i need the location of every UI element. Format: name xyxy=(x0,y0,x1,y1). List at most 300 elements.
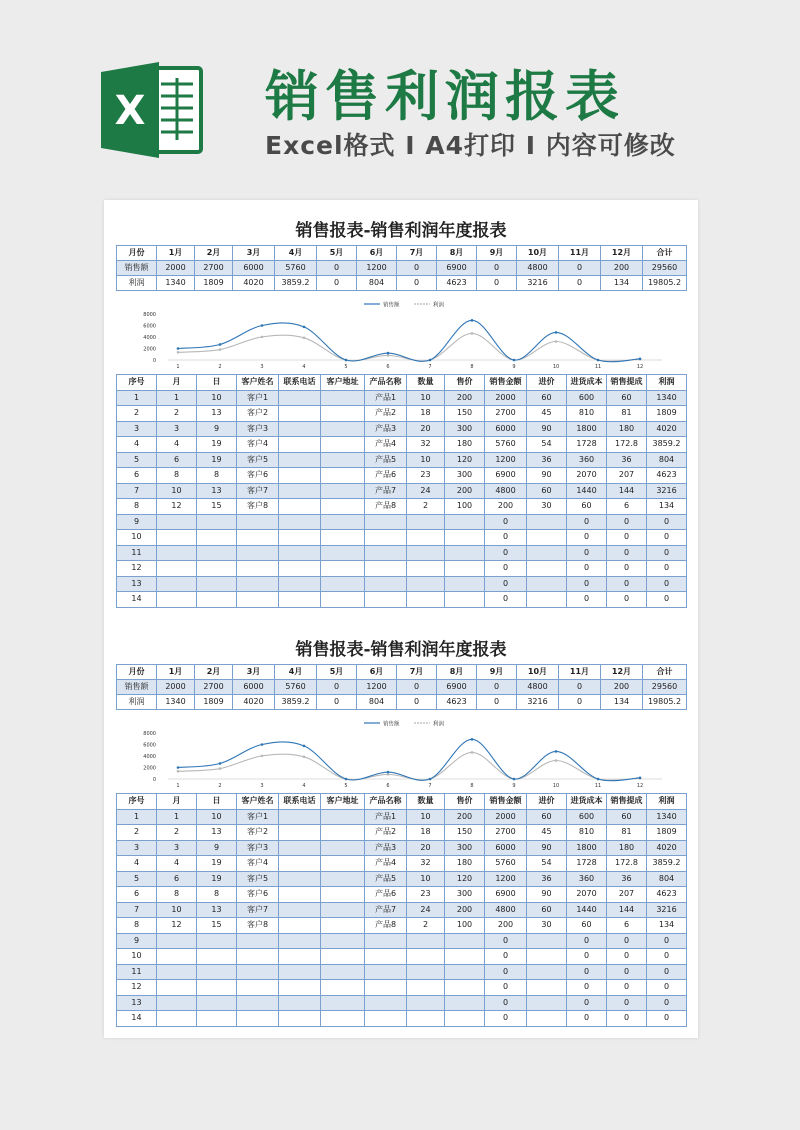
detail-cell[interactable] xyxy=(279,933,321,949)
detail-cell[interactable]: 6 xyxy=(157,871,197,887)
detail-cell[interactable] xyxy=(527,995,567,1011)
detail-header-cell[interactable]: 售价 xyxy=(445,794,485,810)
detail-cell[interactable] xyxy=(197,980,237,996)
detail-cell[interactable]: 0 xyxy=(485,576,527,592)
summary-header-cell[interactable]: 10月 xyxy=(517,246,559,261)
summary-cell[interactable]: 4800 xyxy=(517,261,559,276)
detail-cell[interactable]: 0 xyxy=(647,561,687,577)
detail-cell[interactable] xyxy=(157,1011,197,1027)
detail-header-cell[interactable]: 利润 xyxy=(647,375,687,391)
detail-cell[interactable]: 7 xyxy=(117,483,157,499)
detail-cell[interactable]: 360 xyxy=(567,452,607,468)
detail-cell[interactable]: 0 xyxy=(607,980,647,996)
detail-cell[interactable]: 3859.2 xyxy=(647,856,687,872)
summary-cell[interactable]: 200 xyxy=(601,680,643,695)
summary-cell[interactable]: 0 xyxy=(477,680,517,695)
detail-cell[interactable]: 200 xyxy=(445,902,485,918)
detail-cell[interactable]: 24 xyxy=(407,902,445,918)
detail-header-cell[interactable]: 序号 xyxy=(117,794,157,810)
detail-cell[interactable]: 0 xyxy=(567,530,607,546)
detail-cell[interactable] xyxy=(279,530,321,546)
summary-cell[interactable]: 4020 xyxy=(233,695,275,710)
detail-cell[interactable]: 30 xyxy=(527,918,567,934)
detail-header-cell[interactable]: 销售提成 xyxy=(607,375,647,391)
summary-header-cell[interactable]: 6月 xyxy=(357,665,397,680)
detail-cell[interactable] xyxy=(527,980,567,996)
summary-header-cell[interactable]: 月份 xyxy=(117,246,157,261)
detail-cell[interactable]: 9 xyxy=(117,933,157,949)
detail-cell[interactable]: 3 xyxy=(117,840,157,856)
detail-cell[interactable] xyxy=(157,949,197,965)
detail-cell[interactable]: 11 xyxy=(117,964,157,980)
summary-header-cell[interactable]: 1月 xyxy=(157,665,195,680)
detail-cell[interactable] xyxy=(445,995,485,1011)
detail-cell[interactable]: 1340 xyxy=(647,809,687,825)
detail-cell[interactable]: 2000 xyxy=(485,809,527,825)
detail-cell[interactable]: 6900 xyxy=(485,887,527,903)
detail-header-cell[interactable]: 序号 xyxy=(117,375,157,391)
summary-cell[interactable]: 5760 xyxy=(275,261,317,276)
detail-cell[interactable]: 1200 xyxy=(485,871,527,887)
detail-cell[interactable]: 0 xyxy=(607,949,647,965)
detail-cell[interactable] xyxy=(237,561,279,577)
summary-header-cell[interactable]: 11月 xyxy=(559,246,601,261)
detail-cell[interactable]: 产品7 xyxy=(365,902,407,918)
detail-cell[interactable]: 产品6 xyxy=(365,887,407,903)
detail-cell[interactable] xyxy=(157,576,197,592)
detail-header-cell[interactable]: 产品名称 xyxy=(365,375,407,391)
detail-cell[interactable] xyxy=(365,592,407,608)
detail-cell[interactable]: 产品5 xyxy=(365,871,407,887)
detail-cell[interactable]: 0 xyxy=(567,980,607,996)
detail-cell[interactable] xyxy=(407,949,445,965)
detail-cell[interactable] xyxy=(237,514,279,530)
detail-cell[interactable]: 90 xyxy=(527,468,567,484)
summary-header-cell[interactable]: 4月 xyxy=(275,665,317,680)
detail-cell[interactable] xyxy=(279,949,321,965)
detail-cell[interactable]: 0 xyxy=(647,1011,687,1027)
detail-cell[interactable] xyxy=(279,452,321,468)
detail-cell[interactable] xyxy=(279,918,321,934)
detail-cell[interactable]: 90 xyxy=(527,887,567,903)
detail-cell[interactable]: 2 xyxy=(117,406,157,422)
detail-cell[interactable]: 0 xyxy=(567,1011,607,1027)
detail-cell[interactable]: 产品3 xyxy=(365,421,407,437)
detail-cell[interactable]: 24 xyxy=(407,483,445,499)
summary-header-cell[interactable]: 8月 xyxy=(437,246,477,261)
detail-cell[interactable]: 13 xyxy=(197,483,237,499)
detail-cell[interactable]: 12 xyxy=(117,980,157,996)
summary-cell[interactable]: 2700 xyxy=(195,680,233,695)
summary-header-cell[interactable]: 2月 xyxy=(195,665,233,680)
detail-cell[interactable]: 180 xyxy=(445,856,485,872)
detail-cell[interactable] xyxy=(365,933,407,949)
summary-cell[interactable]: 134 xyxy=(601,695,643,710)
detail-cell[interactable] xyxy=(279,545,321,561)
detail-cell[interactable]: 0 xyxy=(485,949,527,965)
detail-cell[interactable]: 300 xyxy=(445,840,485,856)
detail-cell[interactable] xyxy=(237,933,279,949)
detail-cell[interactable]: 客户3 xyxy=(237,840,279,856)
detail-cell[interactable]: 0 xyxy=(485,933,527,949)
detail-cell[interactable]: 1440 xyxy=(567,483,607,499)
detail-cell[interactable]: 180 xyxy=(445,437,485,453)
detail-cell[interactable] xyxy=(321,390,365,406)
detail-cell[interactable]: 0 xyxy=(607,592,647,608)
detail-cell[interactable]: 产品1 xyxy=(365,390,407,406)
summary-header-cell[interactable]: 12月 xyxy=(601,665,643,680)
detail-cell[interactable]: 1340 xyxy=(647,390,687,406)
detail-cell[interactable]: 36 xyxy=(527,452,567,468)
detail-cell[interactable] xyxy=(321,545,365,561)
summary-header-cell[interactable]: 8月 xyxy=(437,665,477,680)
detail-cell[interactable]: 0 xyxy=(607,545,647,561)
detail-cell[interactable]: 客户5 xyxy=(237,452,279,468)
detail-cell[interactable] xyxy=(407,964,445,980)
detail-header-cell[interactable]: 销售金额 xyxy=(485,794,527,810)
detail-cell[interactable] xyxy=(279,840,321,856)
detail-cell[interactable] xyxy=(157,545,197,561)
detail-cell[interactable]: 13 xyxy=(197,406,237,422)
detail-header-cell[interactable]: 联系电话 xyxy=(279,794,321,810)
detail-cell[interactable]: 0 xyxy=(607,995,647,1011)
detail-cell[interactable]: 1800 xyxy=(567,421,607,437)
detail-cell[interactable]: 产品8 xyxy=(365,918,407,934)
detail-cell[interactable] xyxy=(365,530,407,546)
detail-cell[interactable] xyxy=(321,1011,365,1027)
detail-cell[interactable] xyxy=(157,933,197,949)
detail-cell[interactable] xyxy=(279,483,321,499)
detail-cell[interactable] xyxy=(279,809,321,825)
detail-cell[interactable] xyxy=(279,576,321,592)
detail-cell[interactable]: 36 xyxy=(607,452,647,468)
summary-header-cell[interactable]: 4月 xyxy=(275,246,317,261)
detail-header-cell[interactable]: 产品名称 xyxy=(365,794,407,810)
detail-cell[interactable]: 3 xyxy=(117,421,157,437)
detail-cell[interactable]: 0 xyxy=(485,514,527,530)
detail-cell[interactable]: 5760 xyxy=(485,437,527,453)
detail-cell[interactable]: 0 xyxy=(607,933,647,949)
detail-cell[interactable] xyxy=(407,592,445,608)
detail-cell[interactable]: 客户2 xyxy=(237,825,279,841)
detail-cell[interactable]: 4623 xyxy=(647,887,687,903)
detail-cell[interactable]: 2700 xyxy=(485,406,527,422)
detail-cell[interactable]: 200 xyxy=(445,390,485,406)
detail-cell[interactable]: 2 xyxy=(407,918,445,934)
detail-cell[interactable] xyxy=(321,840,365,856)
detail-cell[interactable] xyxy=(365,949,407,965)
detail-cell[interactable] xyxy=(279,592,321,608)
detail-cell[interactable] xyxy=(321,887,365,903)
detail-cell[interactable]: 6900 xyxy=(485,468,527,484)
detail-cell[interactable] xyxy=(527,933,567,949)
detail-cell[interactable]: 产品2 xyxy=(365,406,407,422)
detail-cell[interactable]: 100 xyxy=(445,499,485,515)
detail-header-cell[interactable]: 进货成本 xyxy=(567,375,607,391)
detail-cell[interactable]: 60 xyxy=(527,809,567,825)
detail-cell[interactable]: 19 xyxy=(197,452,237,468)
detail-cell[interactable]: 产品2 xyxy=(365,825,407,841)
detail-cell[interactable]: 客户3 xyxy=(237,421,279,437)
detail-cell[interactable] xyxy=(279,856,321,872)
detail-cell[interactable]: 12 xyxy=(157,918,197,934)
summary-header-cell[interactable]: 7月 xyxy=(397,246,437,261)
detail-cell[interactable]: 4 xyxy=(157,437,197,453)
detail-cell[interactable]: 客户6 xyxy=(237,887,279,903)
detail-cell[interactable] xyxy=(237,995,279,1011)
detail-cell[interactable]: 4 xyxy=(157,856,197,872)
detail-header-cell[interactable]: 日 xyxy=(197,794,237,810)
summary-cell[interactable]: 19805.2 xyxy=(643,695,687,710)
detail-cell[interactable]: 客户6 xyxy=(237,468,279,484)
detail-cell[interactable]: 134 xyxy=(647,499,687,515)
detail-cell[interactable]: 1 xyxy=(117,809,157,825)
detail-cell[interactable]: 0 xyxy=(567,995,607,1011)
detail-cell[interactable]: 0 xyxy=(607,576,647,592)
summary-cell[interactable]: 0 xyxy=(559,276,601,291)
detail-cell[interactable] xyxy=(527,576,567,592)
detail-cell[interactable]: 45 xyxy=(527,825,567,841)
detail-cell[interactable] xyxy=(445,514,485,530)
summary-header-cell[interactable]: 1月 xyxy=(157,246,195,261)
detail-cell[interactable]: 810 xyxy=(567,825,607,841)
detail-cell[interactable]: 810 xyxy=(567,406,607,422)
detail-cell[interactable]: 18 xyxy=(407,406,445,422)
summary-header-cell[interactable]: 7月 xyxy=(397,665,437,680)
detail-cell[interactable]: 200 xyxy=(485,918,527,934)
detail-header-cell[interactable]: 联系电话 xyxy=(279,375,321,391)
detail-cell[interactable]: 产品7 xyxy=(365,483,407,499)
detail-cell[interactable]: 172.8 xyxy=(607,437,647,453)
detail-cell[interactable] xyxy=(157,964,197,980)
detail-cell[interactable]: 8 xyxy=(117,918,157,934)
detail-cell[interactable]: 8 xyxy=(157,468,197,484)
detail-cell[interactable] xyxy=(197,1011,237,1027)
detail-cell[interactable]: 200 xyxy=(445,809,485,825)
detail-cell[interactable] xyxy=(321,980,365,996)
detail-cell[interactable]: 0 xyxy=(647,964,687,980)
detail-cell[interactable] xyxy=(279,499,321,515)
summary-cell[interactable]: 0 xyxy=(317,261,357,276)
summary-cell[interactable]: 134 xyxy=(601,276,643,291)
detail-cell[interactable] xyxy=(365,576,407,592)
summary-cell[interactable]: 0 xyxy=(559,261,601,276)
detail-cell[interactable] xyxy=(197,530,237,546)
detail-cell[interactable] xyxy=(321,437,365,453)
detail-cell[interactable] xyxy=(445,561,485,577)
summary-cell[interactable]: 0 xyxy=(477,276,517,291)
detail-cell[interactable] xyxy=(321,499,365,515)
detail-cell[interactable] xyxy=(321,483,365,499)
detail-header-cell[interactable]: 销售提成 xyxy=(607,794,647,810)
summary-header-cell[interactable]: 11月 xyxy=(559,665,601,680)
detail-cell[interactable]: 60 xyxy=(527,390,567,406)
summary-cell[interactable]: 利润 xyxy=(117,276,157,291)
detail-header-cell[interactable]: 利润 xyxy=(647,794,687,810)
detail-cell[interactable] xyxy=(197,995,237,1011)
summary-cell[interactable]: 0 xyxy=(559,680,601,695)
detail-header-cell[interactable]: 进货成本 xyxy=(567,794,607,810)
detail-cell[interactable]: 9 xyxy=(117,514,157,530)
summary-cell[interactable]: 2000 xyxy=(157,680,195,695)
detail-cell[interactable]: 0 xyxy=(485,1011,527,1027)
detail-cell[interactable] xyxy=(365,514,407,530)
detail-cell[interactable]: 6000 xyxy=(485,840,527,856)
detail-cell[interactable]: 144 xyxy=(607,483,647,499)
detail-cell[interactable] xyxy=(197,576,237,592)
detail-cell[interactable] xyxy=(445,1011,485,1027)
detail-cell[interactable] xyxy=(527,530,567,546)
summary-cell[interactable]: 6000 xyxy=(233,680,275,695)
detail-cell[interactable]: 客户4 xyxy=(237,856,279,872)
summary-cell[interactable]: 1809 xyxy=(195,276,233,291)
detail-cell[interactable]: 60 xyxy=(567,918,607,934)
detail-cell[interactable] xyxy=(527,592,567,608)
detail-cell[interactable]: 3216 xyxy=(647,902,687,918)
summary-cell[interactable]: 29560 xyxy=(643,680,687,695)
detail-cell[interactable]: 10 xyxy=(407,809,445,825)
detail-cell[interactable]: 36 xyxy=(527,871,567,887)
detail-cell[interactable]: 120 xyxy=(445,452,485,468)
summary-cell[interactable]: 0 xyxy=(397,276,437,291)
detail-cell[interactable]: 10 xyxy=(407,871,445,887)
detail-cell[interactable]: 804 xyxy=(647,452,687,468)
detail-cell[interactable]: 0 xyxy=(567,545,607,561)
detail-cell[interactable]: 13 xyxy=(117,576,157,592)
detail-cell[interactable]: 20 xyxy=(407,421,445,437)
detail-cell[interactable]: 客户8 xyxy=(237,499,279,515)
detail-cell[interactable]: 0 xyxy=(607,964,647,980)
detail-cell[interactable]: 15 xyxy=(197,918,237,934)
detail-cell[interactable]: 60 xyxy=(527,483,567,499)
detail-cell[interactable]: 20 xyxy=(407,840,445,856)
summary-cell[interactable]: 2700 xyxy=(195,261,233,276)
detail-cell[interactable]: 207 xyxy=(607,468,647,484)
detail-cell[interactable]: 804 xyxy=(647,871,687,887)
detail-cell[interactable]: 10 xyxy=(117,530,157,546)
summary-cell[interactable]: 3216 xyxy=(517,276,559,291)
summary-cell[interactable]: 销售额 xyxy=(117,261,157,276)
detail-cell[interactable]: 10 xyxy=(197,809,237,825)
detail-cell[interactable] xyxy=(321,421,365,437)
detail-cell[interactable]: 5 xyxy=(117,871,157,887)
detail-cell[interactable]: 172.8 xyxy=(607,856,647,872)
detail-cell[interactable]: 2 xyxy=(157,406,197,422)
detail-cell[interactable] xyxy=(365,545,407,561)
detail-cell[interactable] xyxy=(237,576,279,592)
detail-header-cell[interactable]: 进价 xyxy=(527,794,567,810)
detail-cell[interactable]: 60 xyxy=(607,390,647,406)
detail-cell[interactable]: 19 xyxy=(197,871,237,887)
detail-cell[interactable]: 2 xyxy=(117,825,157,841)
detail-cell[interactable] xyxy=(407,933,445,949)
detail-cell[interactable]: 12 xyxy=(157,499,197,515)
detail-cell[interactable] xyxy=(279,964,321,980)
detail-cell[interactable]: 81 xyxy=(607,406,647,422)
detail-cell[interactable]: 6 xyxy=(607,918,647,934)
detail-cell[interactable] xyxy=(321,949,365,965)
detail-cell[interactable]: 10 xyxy=(117,949,157,965)
detail-cell[interactable]: 1728 xyxy=(567,437,607,453)
detail-cell[interactable] xyxy=(527,545,567,561)
detail-cell[interactable]: 200 xyxy=(445,483,485,499)
detail-cell[interactable]: 1809 xyxy=(647,406,687,422)
detail-cell[interactable] xyxy=(237,949,279,965)
detail-cell[interactable]: 180 xyxy=(607,421,647,437)
detail-cell[interactable]: 0 xyxy=(567,561,607,577)
detail-cell[interactable]: 300 xyxy=(445,468,485,484)
summary-header-cell[interactable]: 9月 xyxy=(477,246,517,261)
summary-header-cell[interactable]: 2月 xyxy=(195,246,233,261)
detail-cell[interactable]: 5760 xyxy=(485,856,527,872)
detail-cell[interactable]: 1809 xyxy=(647,825,687,841)
detail-cell[interactable] xyxy=(157,995,197,1011)
detail-cell[interactable]: 客户1 xyxy=(237,809,279,825)
summary-header-cell[interactable]: 5月 xyxy=(317,665,357,680)
detail-cell[interactable]: 1 xyxy=(157,809,197,825)
detail-header-cell[interactable]: 客户地址 xyxy=(321,794,365,810)
detail-cell[interactable]: 300 xyxy=(445,421,485,437)
detail-cell[interactable]: 0 xyxy=(485,561,527,577)
detail-cell[interactable]: 14 xyxy=(117,1011,157,1027)
detail-cell[interactable] xyxy=(279,871,321,887)
detail-cell[interactable]: 19 xyxy=(197,437,237,453)
detail-cell[interactable]: 0 xyxy=(647,980,687,996)
detail-cell[interactable]: 客户4 xyxy=(237,437,279,453)
detail-cell[interactable]: 36 xyxy=(607,871,647,887)
detail-header-cell[interactable]: 客户姓名 xyxy=(237,375,279,391)
detail-cell[interactable] xyxy=(237,1011,279,1027)
detail-cell[interactable]: 0 xyxy=(607,514,647,530)
detail-cell[interactable]: 产品3 xyxy=(365,840,407,856)
detail-cell[interactable] xyxy=(407,995,445,1011)
detail-cell[interactable]: 1440 xyxy=(567,902,607,918)
detail-cell[interactable] xyxy=(321,995,365,1011)
detail-cell[interactable]: 15 xyxy=(197,499,237,515)
summary-cell[interactable]: 0 xyxy=(317,680,357,695)
detail-cell[interactable] xyxy=(197,949,237,965)
detail-cell[interactable]: 4 xyxy=(117,437,157,453)
detail-cell[interactable] xyxy=(321,902,365,918)
detail-cell[interactable] xyxy=(321,825,365,841)
detail-cell[interactable] xyxy=(237,530,279,546)
detail-cell[interactable]: 6 xyxy=(607,499,647,515)
detail-cell[interactable]: 1728 xyxy=(567,856,607,872)
detail-cell[interactable]: 60 xyxy=(567,499,607,515)
detail-cell[interactable]: 6000 xyxy=(485,421,527,437)
detail-cell[interactable]: 13 xyxy=(197,825,237,841)
detail-cell[interactable]: 81 xyxy=(607,825,647,841)
detail-cell[interactable]: 1 xyxy=(117,390,157,406)
detail-cell[interactable]: 客户7 xyxy=(237,483,279,499)
summary-header-cell[interactable]: 9月 xyxy=(477,665,517,680)
detail-cell[interactable]: 19 xyxy=(197,856,237,872)
detail-cell[interactable]: 207 xyxy=(607,887,647,903)
detail-cell[interactable] xyxy=(321,530,365,546)
detail-cell[interactable]: 45 xyxy=(527,406,567,422)
detail-cell[interactable]: 0 xyxy=(567,592,607,608)
detail-cell[interactable]: 产品4 xyxy=(365,856,407,872)
detail-cell[interactable]: 0 xyxy=(485,980,527,996)
detail-cell[interactable]: 300 xyxy=(445,887,485,903)
detail-cell[interactable] xyxy=(237,545,279,561)
summary-cell[interactable]: 6900 xyxy=(437,680,477,695)
detail-cell[interactable] xyxy=(197,545,237,561)
detail-cell[interactable]: 0 xyxy=(567,949,607,965)
detail-cell[interactable]: 0 xyxy=(647,933,687,949)
summary-cell[interactable]: 1340 xyxy=(157,276,195,291)
detail-cell[interactable] xyxy=(321,561,365,577)
